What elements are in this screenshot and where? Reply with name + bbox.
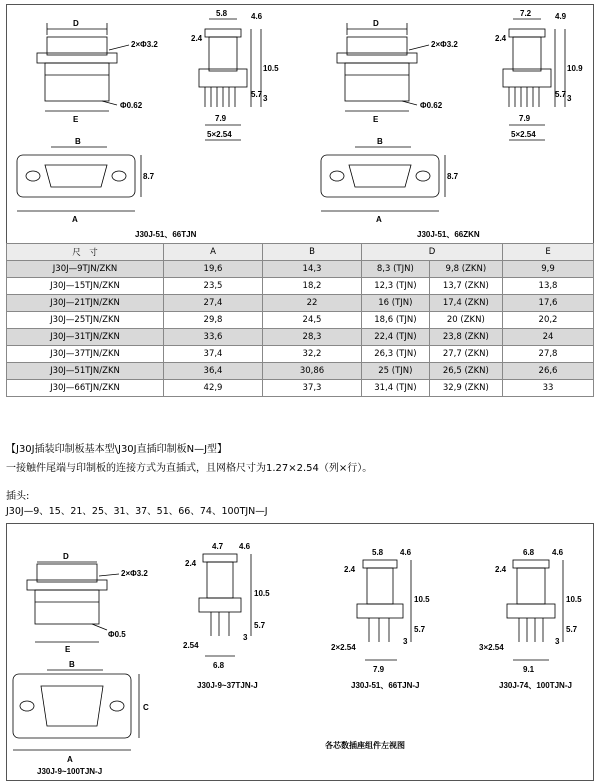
v1-base: 6.8 [213, 661, 225, 670]
dim-body: 10.9 [567, 64, 583, 73]
table-row [7, 295, 594, 312]
cell-model: J30J—31TJN/ZKN [7, 329, 164, 346]
cell-d-zkn: 23,8 (ZKN) [429, 329, 502, 346]
dim-hole: 2×Φ3.2 [121, 569, 148, 578]
dim-e: E [373, 115, 379, 124]
main-bottom-view [13, 670, 139, 750]
left-caption: J30J-51、66TJN [135, 230, 197, 239]
cell-b: 32,2 [263, 346, 362, 363]
cell-b: 28,3 [263, 329, 362, 346]
cell-d-zkn: 26,5 (ZKN) [429, 363, 502, 380]
left-front-view [37, 23, 129, 111]
dim-flange: 2.4 [495, 34, 507, 43]
dim-tail: 3 [567, 94, 572, 103]
cell-e: 24 [503, 329, 594, 346]
v2-base: 7.9 [373, 665, 385, 674]
cell-e: 33 [503, 380, 594, 397]
v1-pitch: 2.54 [183, 641, 199, 650]
dim-pin: Φ0.5 [108, 630, 126, 639]
v2-tail: 3 [403, 637, 408, 646]
dim-b: B [75, 137, 81, 146]
cell-d-tjn: 22,4 (TJN) [362, 329, 430, 346]
cell-a: 33,6 [164, 329, 263, 346]
cell-a: 37,4 [164, 346, 263, 363]
v3-width: 6.8 [523, 548, 535, 557]
v2-body: 10.5 [414, 595, 430, 604]
dim-hole: 2×Φ3.2 [131, 40, 158, 49]
v3-pitch: 3×2.54 [479, 643, 504, 652]
cell-a: 23,5 [164, 278, 263, 295]
table-row [7, 261, 594, 278]
dim-a: A [72, 215, 78, 224]
dim-b: B [377, 137, 383, 146]
cell-b: 18,2 [263, 278, 362, 295]
table-header-size: 尺 寸 [7, 244, 164, 261]
dim-b: B [69, 660, 75, 669]
dim-pin-length: 5.7 [555, 90, 567, 99]
v2-top: 4.6 [400, 548, 412, 557]
v2-pin-length: 5.7 [414, 625, 426, 634]
cell-a: 27,4 [164, 295, 263, 312]
cell-d-tjn: 31,4 (TJN) [362, 380, 430, 397]
dim-a: A [376, 215, 382, 224]
cell-d-zkn: 13,7 (ZKN) [429, 278, 502, 295]
cell-a: 42,9 [164, 380, 263, 397]
v1-width: 4.7 [212, 542, 224, 551]
top-drawing-panel [6, 4, 594, 244]
table-row [7, 346, 594, 363]
cell-d-tjn: 26,3 (TJN) [362, 346, 430, 363]
v3-caption: J30J-74、100TJN-J [499, 681, 572, 690]
cell-d-tjn: 25 (TJN) [362, 363, 430, 380]
right-bottom-view [321, 147, 445, 211]
dim-height: 8.7 [143, 172, 155, 181]
v2-pitch: 2×2.54 [331, 643, 356, 652]
cell-d-tjn: 12,3 (TJN) [362, 278, 430, 295]
cell-d-zkn: 20 (ZKN) [429, 312, 502, 329]
left-side-view [199, 19, 261, 140]
v3-body: 10.5 [566, 595, 582, 604]
dim-pitch: 5×2.54 [207, 130, 232, 139]
cell-a: 19,6 [164, 261, 263, 278]
dim-d: D [373, 19, 379, 28]
dim-pin: Φ0.62 [120, 101, 143, 110]
cell-model: J30J—9TJN/ZKN [7, 261, 164, 278]
v1-flange: 2.4 [185, 559, 197, 568]
dim-hole: 2×Φ3.2 [431, 40, 458, 49]
cell-model: J30J—51TJN/ZKN [7, 363, 164, 380]
cell-e: 26,6 [503, 363, 594, 380]
cell-d-zkn: 27,7 (ZKN) [429, 346, 502, 363]
v3-pin-length: 5.7 [566, 625, 578, 634]
dim-pin: Φ0.62 [420, 101, 443, 110]
dim-pitch: 5×2.54 [511, 130, 536, 139]
dim-body: 10.5 [263, 64, 279, 73]
cell-d-tjn: 16 (TJN) [362, 295, 430, 312]
dim-base: 7.9 [215, 114, 227, 123]
top-drawings [7, 5, 593, 243]
left-bottom-view [17, 147, 141, 211]
table-header-b: B [263, 244, 362, 261]
dim-flange: 2.4 [191, 34, 203, 43]
v2-caption: J30J-51、66TJN-J [351, 681, 420, 690]
bottom-drawing-panel [6, 523, 594, 781]
cell-model: J30J—15TJN/ZKN [7, 278, 164, 295]
table-row [7, 278, 594, 295]
table-header-a: A [164, 244, 263, 261]
cell-d-tjn: 8,3 (TJN) [362, 261, 430, 278]
v1-top: 4.6 [239, 542, 251, 551]
v3-flange: 2.4 [495, 565, 507, 574]
bottom-drawings [7, 524, 593, 780]
v3-top: 4.6 [552, 548, 564, 557]
v3-tail: 3 [555, 637, 560, 646]
table-header-e: E [503, 244, 594, 261]
dim-pin-length: 5.7 [251, 90, 263, 99]
v2-width: 5.8 [372, 548, 384, 557]
connection-description: 一接触件尾端与印制板的连接方式为直插式，且网格尺寸为1.27×2.54（列×行）。 [6, 463, 373, 474]
v1-caption: J30J-9~37TJN-J [197, 681, 258, 690]
dim-e: E [65, 645, 71, 654]
cell-b: 37,3 [263, 380, 362, 397]
cell-e: 13,8 [503, 278, 594, 295]
cell-b: 14,3 [263, 261, 362, 278]
cell-a: 36,4 [164, 363, 263, 380]
table-row [7, 363, 594, 380]
cell-b: 30,86 [263, 363, 362, 380]
cell-e: 17,6 [503, 295, 594, 312]
v1-body: 10.5 [254, 589, 270, 598]
dimension-table [6, 243, 594, 397]
table-row [7, 380, 594, 397]
table-row [7, 329, 594, 346]
dim-tail: 3 [263, 94, 268, 103]
table-row [7, 312, 594, 329]
cell-d-zkn: 17,4 (ZKN) [429, 295, 502, 312]
footer-caption: 各芯数插座组件左视图 [325, 741, 405, 750]
main-front-view [27, 562, 119, 642]
dim-d: D [63, 552, 69, 561]
dim-top: 4.6 [251, 12, 263, 21]
dim-e: E [73, 115, 79, 124]
right-front-view [337, 23, 429, 111]
v2-flange: 2.4 [344, 565, 356, 574]
cell-d-zkn: 9,8 (ZKN) [429, 261, 502, 278]
dim-height: 8.7 [447, 172, 459, 181]
dim-width: 7.2 [520, 9, 532, 18]
v1-tail: 3 [243, 633, 248, 642]
v1-pin-length: 5.7 [254, 621, 266, 630]
dim-base: 7.9 [519, 114, 531, 123]
main-caption: J30J-9~100TJN-J [37, 767, 103, 776]
v3-base: 9.1 [523, 665, 535, 674]
dim-a: A [67, 755, 73, 764]
cell-model: J30J—25TJN/ZKN [7, 312, 164, 329]
table-header-row [7, 244, 594, 261]
cell-b: 22 [263, 295, 362, 312]
dim-d: D [73, 19, 79, 28]
cell-d-zkn: 32,9 (ZKN) [429, 380, 502, 397]
section-heading: 【J30J插装印制板基本型\J30J直插印制板N—J型】 [6, 444, 228, 455]
table-header-d: D [362, 244, 503, 261]
cell-d-tjn: 18,6 (TJN) [362, 312, 430, 329]
dim-width: 5.8 [216, 9, 228, 18]
cell-model: J30J—21TJN/ZKN [7, 295, 164, 312]
cell-e: 20,2 [503, 312, 594, 329]
plug-models: J30J—9、15、21、25、31、37、51、66、74、100TJN—J [6, 506, 268, 517]
dim-c: C [143, 703, 149, 712]
dim-top: 4.9 [555, 12, 567, 21]
plug-label: 插头: [6, 491, 30, 502]
cell-model: J30J—66TJN/ZKN [7, 380, 164, 397]
right-caption: J30J-51、66ZKN [417, 230, 480, 239]
cell-model: J30J—37TJN/ZKN [7, 346, 164, 363]
cell-e: 27,8 [503, 346, 594, 363]
cell-a: 29,8 [164, 312, 263, 329]
right-side-view [503, 19, 565, 140]
cell-e: 9,9 [503, 261, 594, 278]
cell-b: 24,5 [263, 312, 362, 329]
